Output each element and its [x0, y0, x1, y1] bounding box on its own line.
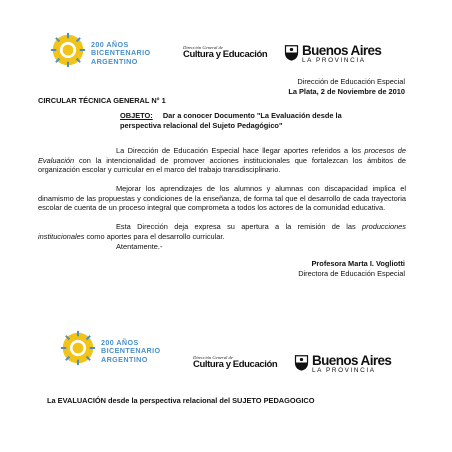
cultura-educacion-label-2: Cultura y Educación: [193, 359, 278, 370]
p3-emphasis: producciones institucionales: [38, 222, 406, 241]
signer-role: Directora de Educación Especial: [298, 269, 405, 278]
buenos-aires-label-2: Buenos Aires: [312, 353, 392, 368]
province-shield-icon: [284, 44, 299, 61]
cultura-logo: [183, 45, 267, 60]
bicentenario-line1: 200 AÑOS: [91, 40, 129, 49]
signer-name: Profesora Marta I. Vogliotti: [311, 259, 405, 268]
buenos-aires-logo-2: [312, 354, 391, 374]
la-provincia-label-2: LA PROVINCIA: [312, 367, 376, 374]
place-date: La Plata, 2 de Noviembre de 2010: [288, 87, 405, 96]
bicentenario-line3-2: ARGENTINO: [101, 354, 148, 364]
direccion-general-label-2: Dirección General de: [193, 355, 233, 360]
header-logos-bottom: [0, 330, 452, 376]
objeto-block: [120, 111, 410, 130]
buenos-aires-label: Buenos Aires: [302, 43, 382, 58]
bicentenario-text: [91, 41, 151, 66]
issuer-line: Dirección de Educación Especial: [297, 77, 405, 86]
objeto-text-1: Dar a conocer Documento "La Evaluación desde la: [162, 111, 342, 120]
bicentenario-sun-icon-2: [60, 330, 96, 366]
p1-emphasis: procesos de Evaluación: [38, 146, 406, 165]
paragraph-3: [38, 222, 406, 241]
la-provincia-label: LA PROVINCIA: [302, 57, 366, 64]
bicentenario-line2-2: BICENTENARIO: [101, 346, 161, 356]
direccion-general-label: Dirección General de: [183, 45, 223, 50]
bicentenario-line3: ARGENTINO: [91, 56, 138, 66]
province-shield-icon-2: [294, 354, 309, 371]
p1-part-a: La Dirección de Educación Especial hace llegar aportes referidos a los: [116, 146, 365, 155]
objeto-label: OBJETO:: [120, 111, 153, 120]
bicentenario-sun-icon: [50, 32, 86, 68]
objeto-text-2: perspectiva relacional del Sujeto Pedagógico": [120, 120, 283, 130]
header-logos-top: [0, 30, 452, 76]
closing-line: Atentamente.-: [116, 242, 163, 251]
buenos-aires-logo: [302, 44, 381, 64]
bicentenario-line1-2: 200 AÑOS: [101, 338, 139, 347]
circular-title: CIRCULAR TÉCNICA GENERAL N° 1: [38, 96, 166, 105]
p2-text: Mejorar los aprendizajes de los alumnos y alumnas con discapacidad implica el dinamismo de las propuestas y condiciones de la enseñanza, de forma tal que el desarrollo de cada trayectoria escolar de cuenta de un proceso integral que comprometa a todos los actores de la comunidad educativa.: [38, 184, 406, 213]
paragraph-1: [38, 146, 406, 175]
p3-part-b: como aportes para el desarrollo curricular.: [84, 231, 225, 241]
bicentenario-text-2: [101, 339, 161, 364]
paragraph-2: [38, 184, 406, 213]
page2-title: La EVALUACIÓN desde la perspectiva relacional del SUJETO PEDAGOGICO: [47, 396, 315, 405]
p1-part-b: con la intencionalidad de promover acciones institucionales que fortalezcan los ámbitos de organización escolar y curricular en el marco del trabajo transdisciplinario.: [38, 155, 406, 175]
cultura-educacion-label: Cultura y Educación: [183, 49, 268, 60]
bicentenario-line2: BICENTENARIO: [91, 48, 151, 58]
p3-part-a: Esta Dirección deja expresa su apertura a la remisión de las: [116, 222, 363, 231]
cultura-logo-2: [193, 355, 277, 370]
